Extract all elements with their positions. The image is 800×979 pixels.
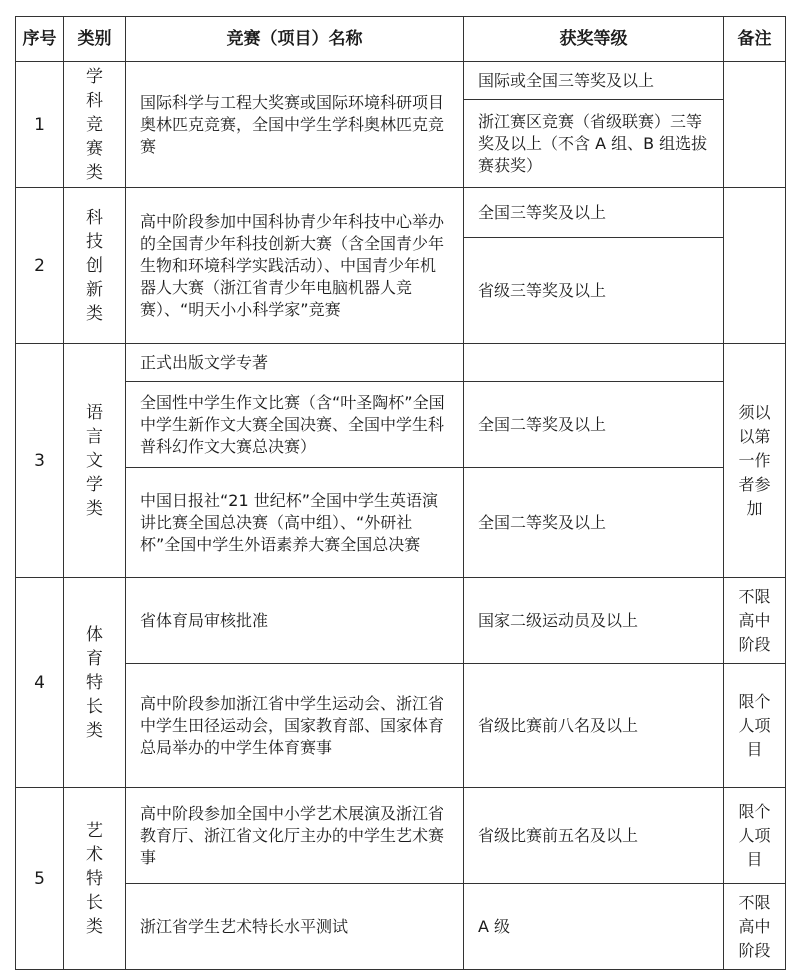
table-row xyxy=(16,884,786,970)
header-remarks: 备注 xyxy=(724,17,786,62)
award-cell: 国际或全国三等奖及以上 xyxy=(464,62,724,100)
competition-cell: 正式出版文学专著 xyxy=(126,344,464,382)
award-table-container xyxy=(15,16,786,970)
table-row xyxy=(16,62,786,100)
table-row xyxy=(16,788,786,884)
remark-cell xyxy=(724,788,786,884)
category-label: 体育特长类 xyxy=(86,624,103,741)
header-award: 获奖等级 xyxy=(464,17,724,62)
category-label: 艺术特长类 xyxy=(86,820,103,937)
category-cell xyxy=(64,62,126,188)
remark-cell xyxy=(724,62,786,188)
table-row xyxy=(16,382,786,468)
award-cell xyxy=(464,344,724,382)
table-row xyxy=(16,188,786,238)
award-cell: 全国二等奖及以上 xyxy=(464,468,724,578)
category-cell xyxy=(64,344,126,578)
category-label: 学科竞赛类 xyxy=(86,66,103,183)
competition-cell: 高中阶段参加中国科协青少年科技中心举办的全国青少年科技创新大赛（含全国青少年生物和环境科学实践活动）、中国青少年机器人大赛（浙江省青少年电脑机器人竞赛）、“明天小小科学家”竞赛 xyxy=(126,188,464,344)
header-competition: 竞赛（项目）名称 xyxy=(126,17,464,62)
table-row xyxy=(16,468,786,578)
category-label: 科技创新类 xyxy=(86,207,103,324)
category-cell xyxy=(64,578,126,788)
row-number: 2 xyxy=(16,188,64,344)
competition-cell: 全国性中学生作文比赛（含“叶圣陶杯”全国中学生新作文大赛全国决赛、全国中学生科普科幻作文大赛总决赛） xyxy=(126,382,464,468)
remark-text: 须以以第一作者参加 xyxy=(738,402,771,518)
remark-cell xyxy=(724,578,786,664)
competition-cell: 中国日报社“21 世纪杯”全国中学生英语演讲比赛全国总决赛（高中组）、“外研社杯”全国中学生外语素养大赛全国总决赛 xyxy=(126,468,464,578)
award-cell: 省级三等奖及以上 xyxy=(464,238,724,344)
remark-text: 不限高中阶段 xyxy=(738,586,771,654)
award-table xyxy=(15,16,786,970)
award-cell: 国家二级运动员及以上 xyxy=(464,578,724,664)
remark-text: 不限高中阶段 xyxy=(738,892,771,960)
competition-cell: 高中阶段参加浙江省中学生运动会、浙江省中学生田径运动会，国家教育部、国家体育总局举办的中学生体育赛事 xyxy=(126,664,464,788)
remark-text: 限个人项目 xyxy=(738,801,771,869)
category-cell xyxy=(64,188,126,344)
table-row xyxy=(16,344,786,382)
award-cell: 省级比赛前五名及以上 xyxy=(464,788,724,884)
header-category: 类别 xyxy=(64,17,126,62)
remark-text: 限个人项目 xyxy=(738,691,771,759)
remark-cell xyxy=(724,884,786,970)
header-row xyxy=(16,17,786,62)
header-no: 序号 xyxy=(16,17,64,62)
table-row xyxy=(16,664,786,788)
award-cell: A 级 xyxy=(464,884,724,970)
remark-cell xyxy=(724,664,786,788)
award-cell: 全国三等奖及以上 xyxy=(464,188,724,238)
competition-cell: 高中阶段参加全国中小学艺术展演及浙江省教育厅、浙江省文化厅主办的中学生艺术赛事 xyxy=(126,788,464,884)
competition-cell: 省体育局审核批准 xyxy=(126,578,464,664)
award-cell: 全国二等奖及以上 xyxy=(464,382,724,468)
remark-cell xyxy=(724,344,786,578)
competition-cell: 国际科学与工程大奖赛或国际环境科研项目奥林匹克竞赛，全国中学生学科奥林匹克竞赛 xyxy=(126,62,464,188)
category-cell xyxy=(64,788,126,970)
award-cell: 省级比赛前八名及以上 xyxy=(464,664,724,788)
row-number: 3 xyxy=(16,344,64,578)
remark-cell xyxy=(724,188,786,344)
row-number: 4 xyxy=(16,578,64,788)
row-number: 5 xyxy=(16,788,64,970)
award-cell: 浙江赛区竞赛（省级联赛）三等奖及以上（不含 A 组、B 组选拔赛获奖） xyxy=(464,100,724,188)
row-number: 1 xyxy=(16,62,64,188)
table-row xyxy=(16,578,786,664)
competition-cell: 浙江省学生艺术特长水平测试 xyxy=(126,884,464,970)
category-label: 语言文学类 xyxy=(86,402,103,519)
